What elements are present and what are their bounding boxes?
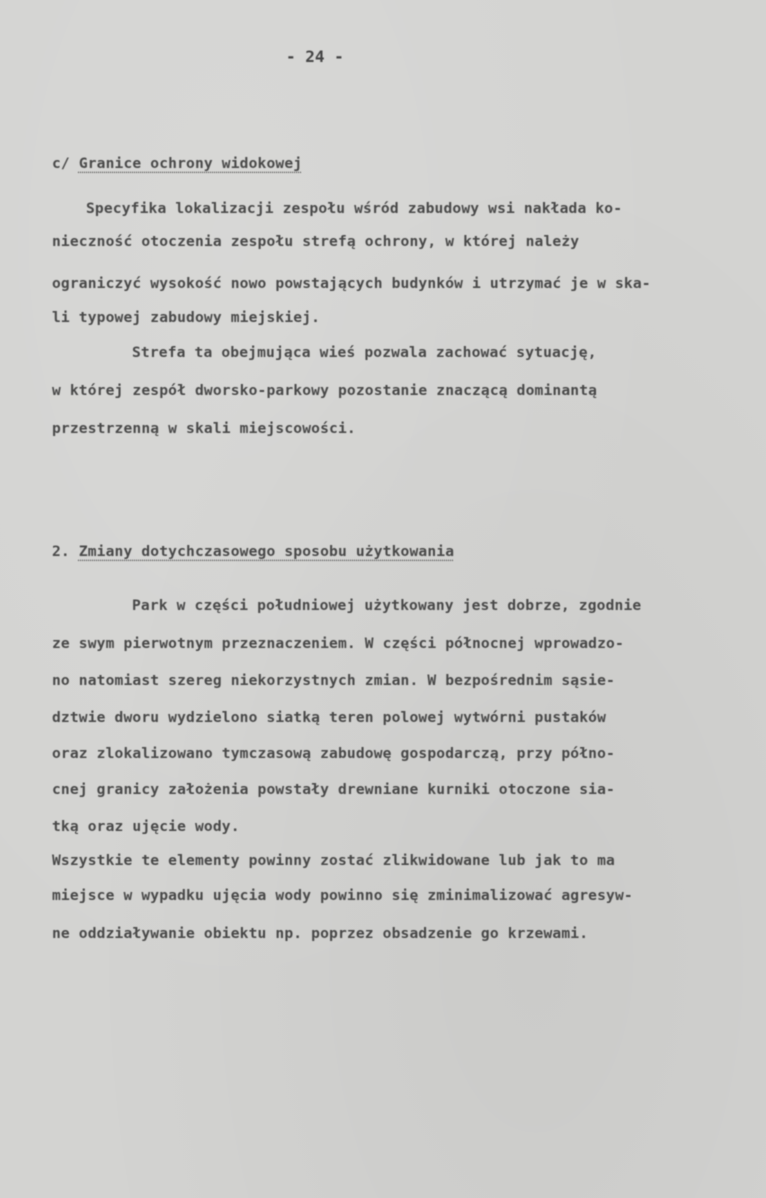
section-2-line-1: Park w części południowej użytkowany jest dobrze, zgodnie (132, 597, 642, 614)
section-2-line-6: cnej granicy założenia powstały drewniane kurniki otoczone sia- (52, 781, 615, 798)
section-2-line-8: Wszystkie te elementy powinny zostać zlikwidowane lub jak to ma (52, 852, 615, 869)
section-c-line-3: ograniczyć wysokość nowo powstających budynków i utrzymać je w ska- (52, 275, 651, 292)
section-2-line-9: miejsce w wypadku ujęcia wody powinno się zminimalizować agresyw- (52, 887, 633, 904)
section-2-line-2: ze swym pierwotnym przeznaczeniem. W części północnej wprowadzo- (52, 635, 624, 652)
section-2-line-10: ne oddziaływanie obiektu np. poprzez obsadzenie go krzewami. (52, 925, 589, 942)
page-number: - 24 - (286, 47, 344, 66)
section-c-line-4: li typowej zabudowy miejskiej. (52, 309, 321, 326)
section-2-line-7: tką oraz ujęcie wody. (52, 818, 240, 835)
section-2-heading-line (52, 543, 454, 560)
section-2-line-4: dztwie dworu wydzielono siatką teren polowej wytwórni pustaków (52, 709, 607, 726)
section-2-heading: Zmiany dotychczasowego sposobu użytkowania (78, 543, 455, 560)
section-c-line-5: Strefa ta obejmująca wieś pozwala zachować sytuację, (132, 344, 597, 361)
section-2-line-3: no natomiast szereg niekorzystnych zmian. W bezpośrednim sąsie- (52, 672, 615, 689)
section-c-marker: c/ (52, 155, 70, 172)
section-2-line-5: oraz zlokalizowano tymczasową zabudowę gospodarczą, przy półno- (52, 745, 615, 762)
section-2-marker: 2. (52, 543, 70, 560)
section-c-line-2: nieczność otoczenia zespołu strefą ochrony, w której należy (52, 233, 580, 250)
section-c-line-6: w której zespół dworsko-parkowy pozostanie znaczącą dominantą (52, 382, 598, 399)
section-c-line-7: przestrzenną w skali miejscowości. (52, 420, 356, 437)
section-c-heading-line (52, 155, 302, 172)
section-c-heading: Granice ochrony widokowej (78, 155, 303, 172)
section-c-line-1: Specyfika lokalizacji zespołu wśród zabudowy wsi nakłada ko- (86, 200, 623, 217)
